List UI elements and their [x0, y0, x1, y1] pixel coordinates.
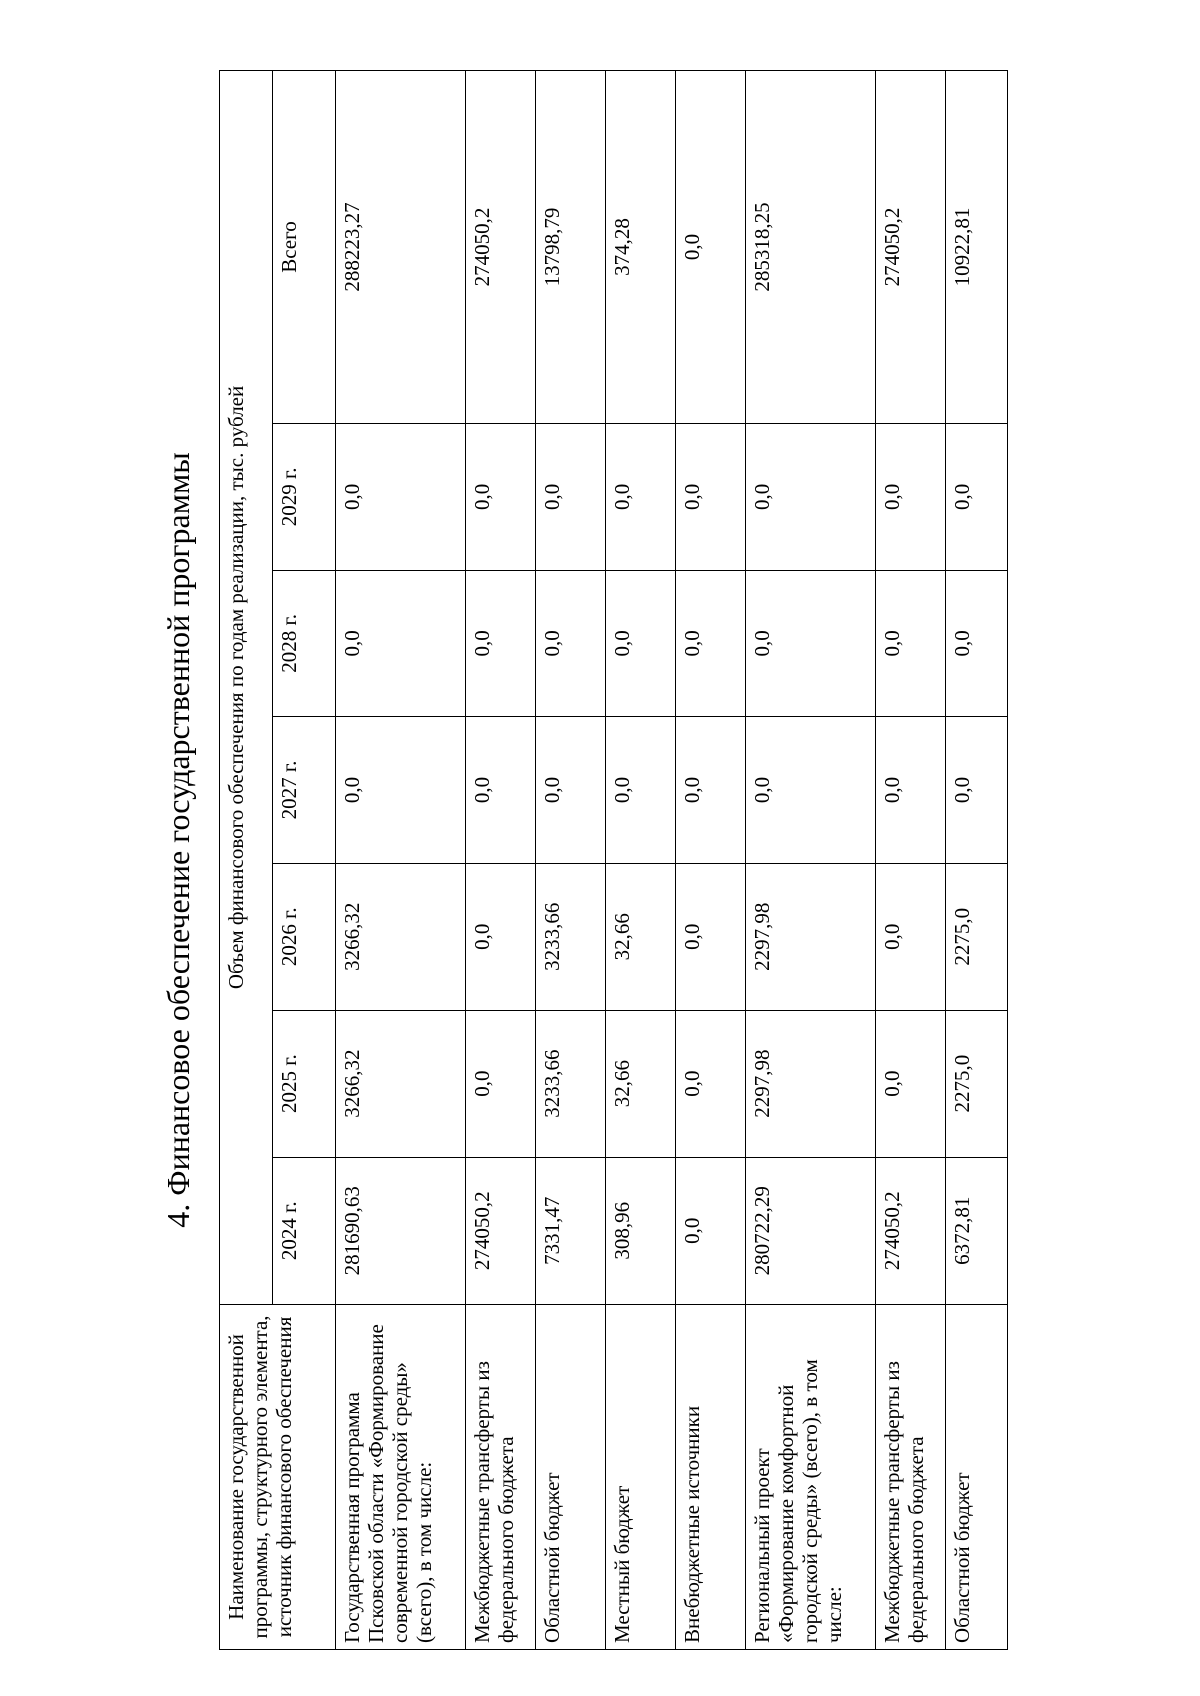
cell-value: 0,0	[336, 570, 466, 717]
table-row	[466, 71, 536, 1650]
row-name: Межбюджетные трансферты из федерального бюджета	[466, 1304, 536, 1649]
cell-value: 0,0	[466, 424, 536, 571]
table-row	[876, 71, 946, 1650]
cell-value: 0,0	[946, 570, 1008, 717]
year-header: 2026 г.	[273, 863, 336, 1010]
cell-value: 374,28	[606, 71, 676, 424]
financing-table	[219, 70, 1008, 1650]
cell-value: 0,0	[746, 717, 876, 864]
cell-value: 0,0	[466, 570, 536, 717]
cell-value: 10922,81	[946, 71, 1008, 424]
table-row	[676, 71, 746, 1650]
row-name: Межбюджетные трансферты из федерального бюджета	[876, 1304, 946, 1649]
section-title: 4. Финансовое обеспечение государственной программы	[160, 452, 196, 1228]
cell-value: 0,0	[536, 424, 606, 571]
row-name: Областной бюджет	[536, 1304, 606, 1649]
table-row	[536, 71, 606, 1650]
table-row	[746, 71, 876, 1650]
cell-value: 0,0	[876, 717, 946, 864]
rotated-document	[160, 50, 1008, 1650]
cell-value: 0,0	[336, 717, 466, 864]
funding-group-header: Объем финансового обеспечения по годам реализации, тыс. рублей	[220, 71, 273, 1305]
cell-value: 0,0	[466, 1010, 536, 1157]
cell-value: 0,0	[466, 717, 536, 864]
cell-value: 0,0	[676, 1157, 746, 1304]
cell-value: 0,0	[606, 570, 676, 717]
cell-value: 32,66	[606, 1010, 676, 1157]
cell-value: 281690,63	[336, 1157, 466, 1304]
cell-value: 0,0	[946, 717, 1008, 864]
cell-value: 6372,81	[946, 1157, 1008, 1304]
cell-value: 308,96	[606, 1157, 676, 1304]
year-header: 2027 г.	[273, 717, 336, 864]
cell-value: 0,0	[676, 1010, 746, 1157]
name-column-header: Наименование государственной программы, структурного элемента, источник финансового обеспечения	[220, 1304, 336, 1649]
cell-value: 0,0	[676, 863, 746, 1010]
row-name: Внебюджетные источники	[676, 1304, 746, 1649]
cell-value: 280722,29	[746, 1157, 876, 1304]
cell-value: 274050,2	[876, 1157, 946, 1304]
row-name: Областной бюджет	[946, 1304, 1008, 1649]
cell-value: 0,0	[676, 570, 746, 717]
cell-value: 3233,66	[536, 863, 606, 1010]
cell-value: 7331,47	[536, 1157, 606, 1304]
cell-value: 2275,0	[946, 1010, 1008, 1157]
cell-value: 0,0	[336, 424, 466, 571]
cell-value: 3233,66	[536, 1010, 606, 1157]
row-name: Государственная программа Псковской области «Формирование современной городской среды» (всего), в том числе:	[336, 1304, 466, 1649]
cell-value: 3266,32	[336, 863, 466, 1010]
cell-value: 0,0	[536, 570, 606, 717]
year-header: 2029 г.	[273, 424, 336, 571]
cell-value: 0,0	[876, 1010, 946, 1157]
cell-value: 0,0	[606, 424, 676, 571]
year-header: 2028 г.	[273, 570, 336, 717]
row-name: Местный бюджет	[606, 1304, 676, 1649]
cell-value: 274050,2	[466, 1157, 536, 1304]
year-header: 2025 г.	[273, 1010, 336, 1157]
row-name: Региональный проект «Формирование комфортной городской среды» (всего), в том числе:	[746, 1304, 876, 1649]
cell-value: 288223,27	[336, 71, 466, 424]
cell-value: 32,66	[606, 863, 676, 1010]
cell-value: 0,0	[536, 717, 606, 864]
cell-value: 0,0	[946, 424, 1008, 571]
cell-value: 285318,25	[746, 71, 876, 424]
year-header: 2024 г.	[273, 1157, 336, 1304]
cell-value: 13798,79	[536, 71, 606, 424]
cell-value: 0,0	[746, 570, 876, 717]
table-row	[336, 71, 466, 1650]
cell-value: 2275,0	[946, 863, 1008, 1010]
cell-value: 274050,2	[876, 71, 946, 424]
cell-value: 0,0	[876, 863, 946, 1010]
cell-value: 2297,98	[746, 1010, 876, 1157]
cell-value: 3266,32	[336, 1010, 466, 1157]
cell-value: 274050,2	[466, 71, 536, 424]
cell-value: 2297,98	[746, 863, 876, 1010]
cell-value: 0,0	[876, 570, 946, 717]
cell-value: 0,0	[676, 424, 746, 571]
cell-value: 0,0	[676, 717, 746, 864]
cell-value: 0,0	[466, 863, 536, 1010]
total-header: Всего	[273, 71, 336, 424]
cell-value: 0,0	[606, 717, 676, 864]
cell-value: 0,0	[876, 424, 946, 571]
cell-value: 0,0	[676, 71, 746, 424]
table-row	[946, 71, 1008, 1650]
table-row	[606, 71, 676, 1650]
cell-value: 0,0	[746, 424, 876, 571]
